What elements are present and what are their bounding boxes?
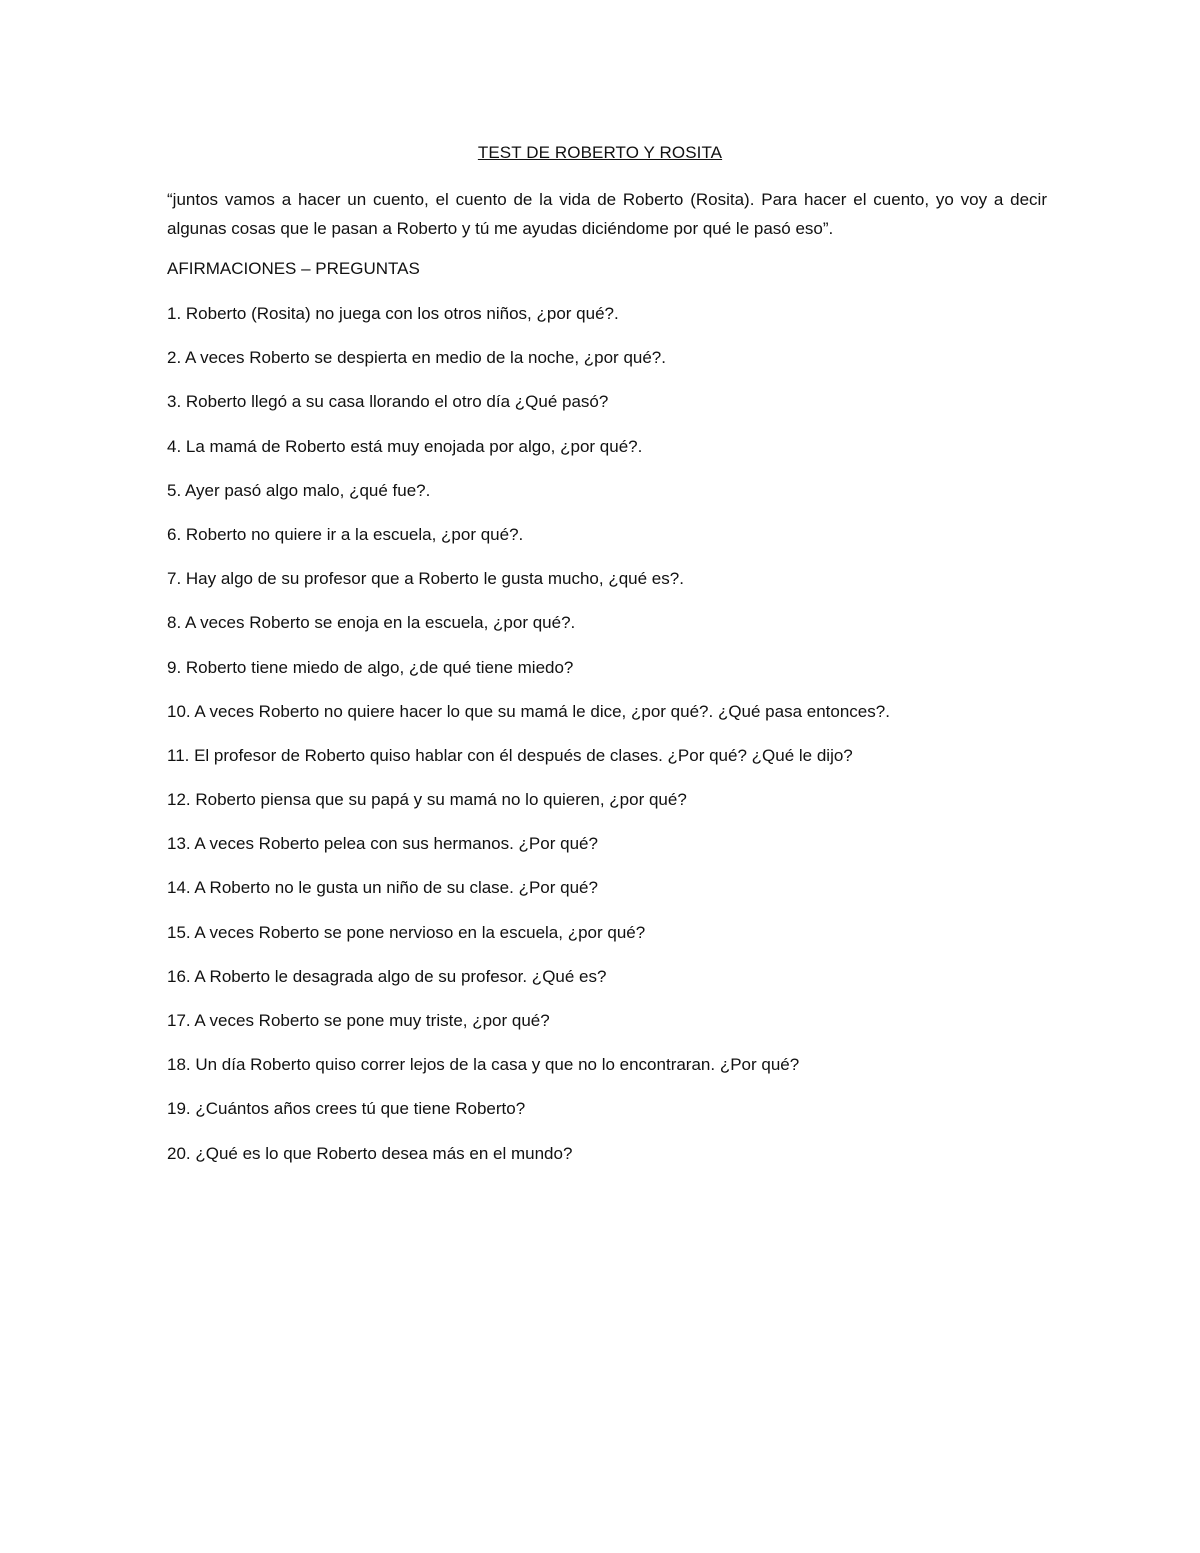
- question-item: 12. Roberto piensa que su papá y su mamá no lo quieren, ¿por qué?: [167, 790, 687, 810]
- question-item: 15. A veces Roberto se pone nervioso en la escuela, ¿por qué?: [167, 922, 646, 942]
- question-item: 16. A Roberto le desagrada algo de su profesor. ¿Qué es?: [167, 966, 607, 986]
- question-list: [167, 302, 1067, 1186]
- question-item: 18. Un día Roberto quiso correr lejos de la casa y que no lo encontraran. ¿Por qué?: [167, 1055, 800, 1075]
- question-item: 9. Roberto tiene miedo de algo, ¿de qué tiene miedo?: [167, 657, 574, 677]
- document-title: TEST DE ROBERTO Y ROSITA: [477, 143, 723, 162]
- question-item: 11. El profesor de Roberto quiso hablar con él después de clases. ¿Por qué? ¿Qué le dijo?: [167, 745, 853, 765]
- question-item: 17. A veces Roberto se pone muy triste, ¿por qué?: [167, 1011, 550, 1030]
- intro-paragraph: “juntos vamos a hacer un cuento, el cuento de la vida de Roberto (Rosita). Para hacer el cuento, yo voy a decir algunas cosas que le pasan a Roberto y tú me ayudas diciéndome por qué le pasó eso”.: [167, 190, 1047, 238]
- question-item: 4. La mamá de Roberto está muy enojada por algo, ¿por qué?.: [167, 436, 643, 456]
- question-item: 3. Roberto llegó a su casa llorando el otro día ¿Qué pasó?: [167, 392, 609, 412]
- question-item: 2. A veces Roberto se despierta en medio de la noche, ¿por qué?.: [167, 348, 666, 368]
- question-item: 5. Ayer pasó algo malo, ¿qué fue?.: [167, 480, 431, 500]
- question-item: 7. Hay algo de su profesor que a Roberto le gusta mucho, ¿qué es?.: [167, 569, 684, 589]
- question-item: 8. A veces Roberto se enoja en la escuela, ¿por qué?.: [167, 613, 576, 633]
- question-item: 1. Roberto (Rosita) no juega con los otros niños, ¿por qué?.: [167, 304, 619, 323]
- question-item: 13. A veces Roberto pelea con sus hermanos. ¿Por qué?: [167, 834, 598, 854]
- question-item: 10. A veces Roberto no quiere hacer lo que su mamá le dice, ¿por qué?. ¿Qué pasa entonces?.: [167, 701, 890, 721]
- question-item: 19. ¿Cuántos años crees tú que tiene Roberto?: [167, 1099, 526, 1119]
- question-item: 14. A Roberto no le gusta un niño de su clase. ¿Por qué?: [167, 878, 598, 898]
- question-item: 6. Roberto no quiere ir a la escuela, ¿por qué?.: [167, 524, 524, 544]
- question-item: 20. ¿Qué es lo que Roberto desea más en el mundo?: [167, 1143, 573, 1163]
- section-heading: AFIRMACIONES – PREGUNTAS: [167, 259, 420, 278]
